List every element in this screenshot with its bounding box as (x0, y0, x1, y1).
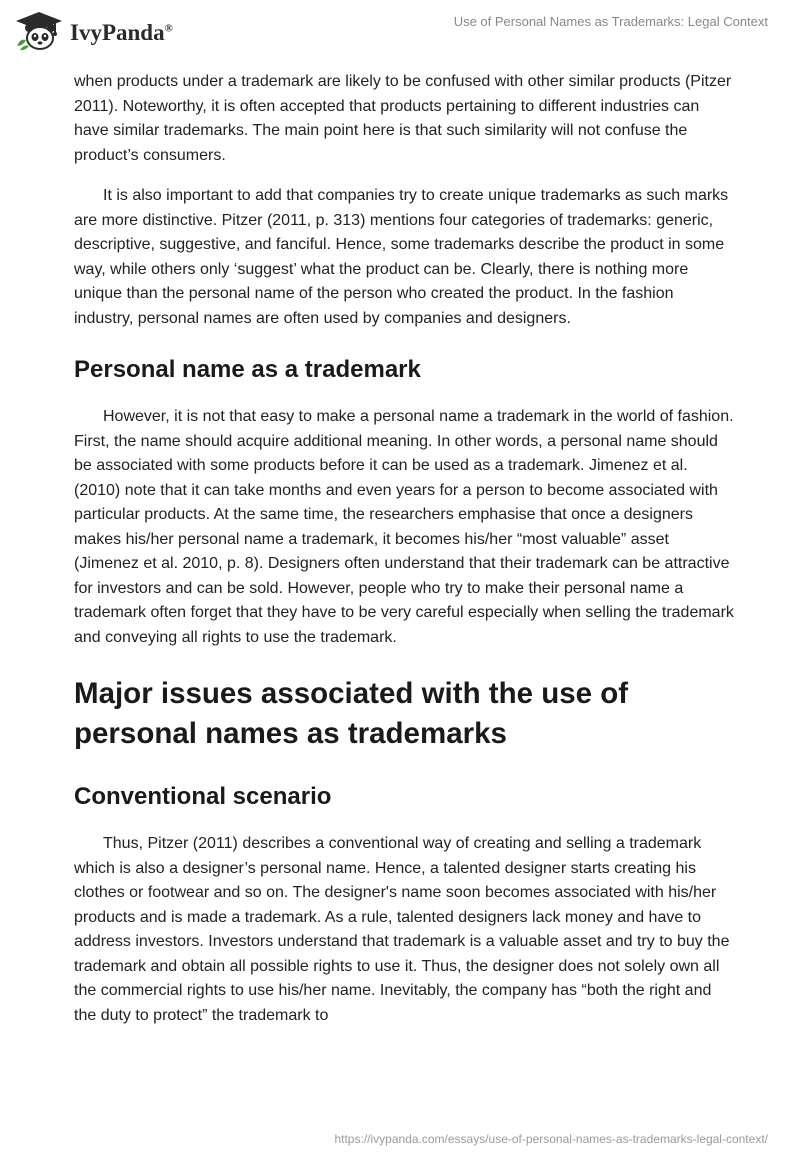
section-heading: Personal name as a trademark (74, 356, 421, 383)
paragraph: Thus, Pitzer (2011) describes a conventional way of creating and selling a trademark which is also a designer’s personal name. Hence, a talented designer starts creating his clothes or footwear and so on. The designer's name soon becomes associated with his/her products and is made a trademark. As a rule, talented designers lack money and have to address investors. Investors understand that trademark is a valuable asset and try to buy the trademark and obtain all possible rights to use it. Thus, the designer does not solely own all the commercial rights to use his/her name. Inevitably, the company has “both the right and the duty to protect” the trademark to (74, 835, 730, 1024)
essay-body (74, 70, 734, 1044)
paragraph: However, it is not that easy to make a personal name a trademark in the world of fashion. First, the name should acquire additional meaning. In other words, a personal name should be associated with some products before it can be used as a trademark. Jimenez et al. (2010) note that it can take months and even years for a person to become associated with particular products. At the same time, the researchers emphasise that once a designers makes his/her personal name a trademark, it becomes his/her “most valuable” asset (Jimenez et al. 2010, p. 8). Designers often understand that their trademark can be attractive for investors and can be sold. However, people who try to make their personal name a trademark often forget that they have to be very careful especially when selling the trademark and conveying all rights to use the trademark. (74, 408, 734, 646)
paragraph: when products under a trademark are likely to be confused with other similar products (Pitzer 2011). Noteworthy, it is often accepted that products pertaining to different industries can have similar trademarks. The main point here is that such similarity will not confuse the product’s consumers. (74, 73, 732, 164)
document-title: Use of Personal Names as Trademarks: Legal Context (453, 14, 768, 29)
panda-graduate-icon (14, 10, 64, 52)
section-heading: Conventional scenario (74, 783, 332, 810)
page-header (0, 0, 800, 70)
major-heading: Major issues associated with the use of personal names as trademarks (74, 677, 629, 750)
footer-url[interactable]: https://ivypanda.com/essays/use-of-personal-names-as-trademarks-legal-context/ (334, 1132, 768, 1146)
paragraph: It is also important to add that companies try to create unique trademarks as such marks are more distinctive. Pitzer (2011, p. 313) mentions four categories of trademarks: generic, descriptive, suggestive, and fanciful. Hence, some trademarks describe the product in some way, while others only ‘suggest’ what the product can be. Clearly, there is nothing more unique than the personal name of the person who created the product. In the fashion industry, personal names are often used by companies and designers. (74, 187, 729, 327)
logo[interactable] (14, 10, 173, 52)
brand-name: IvyPanda® (70, 20, 173, 45)
